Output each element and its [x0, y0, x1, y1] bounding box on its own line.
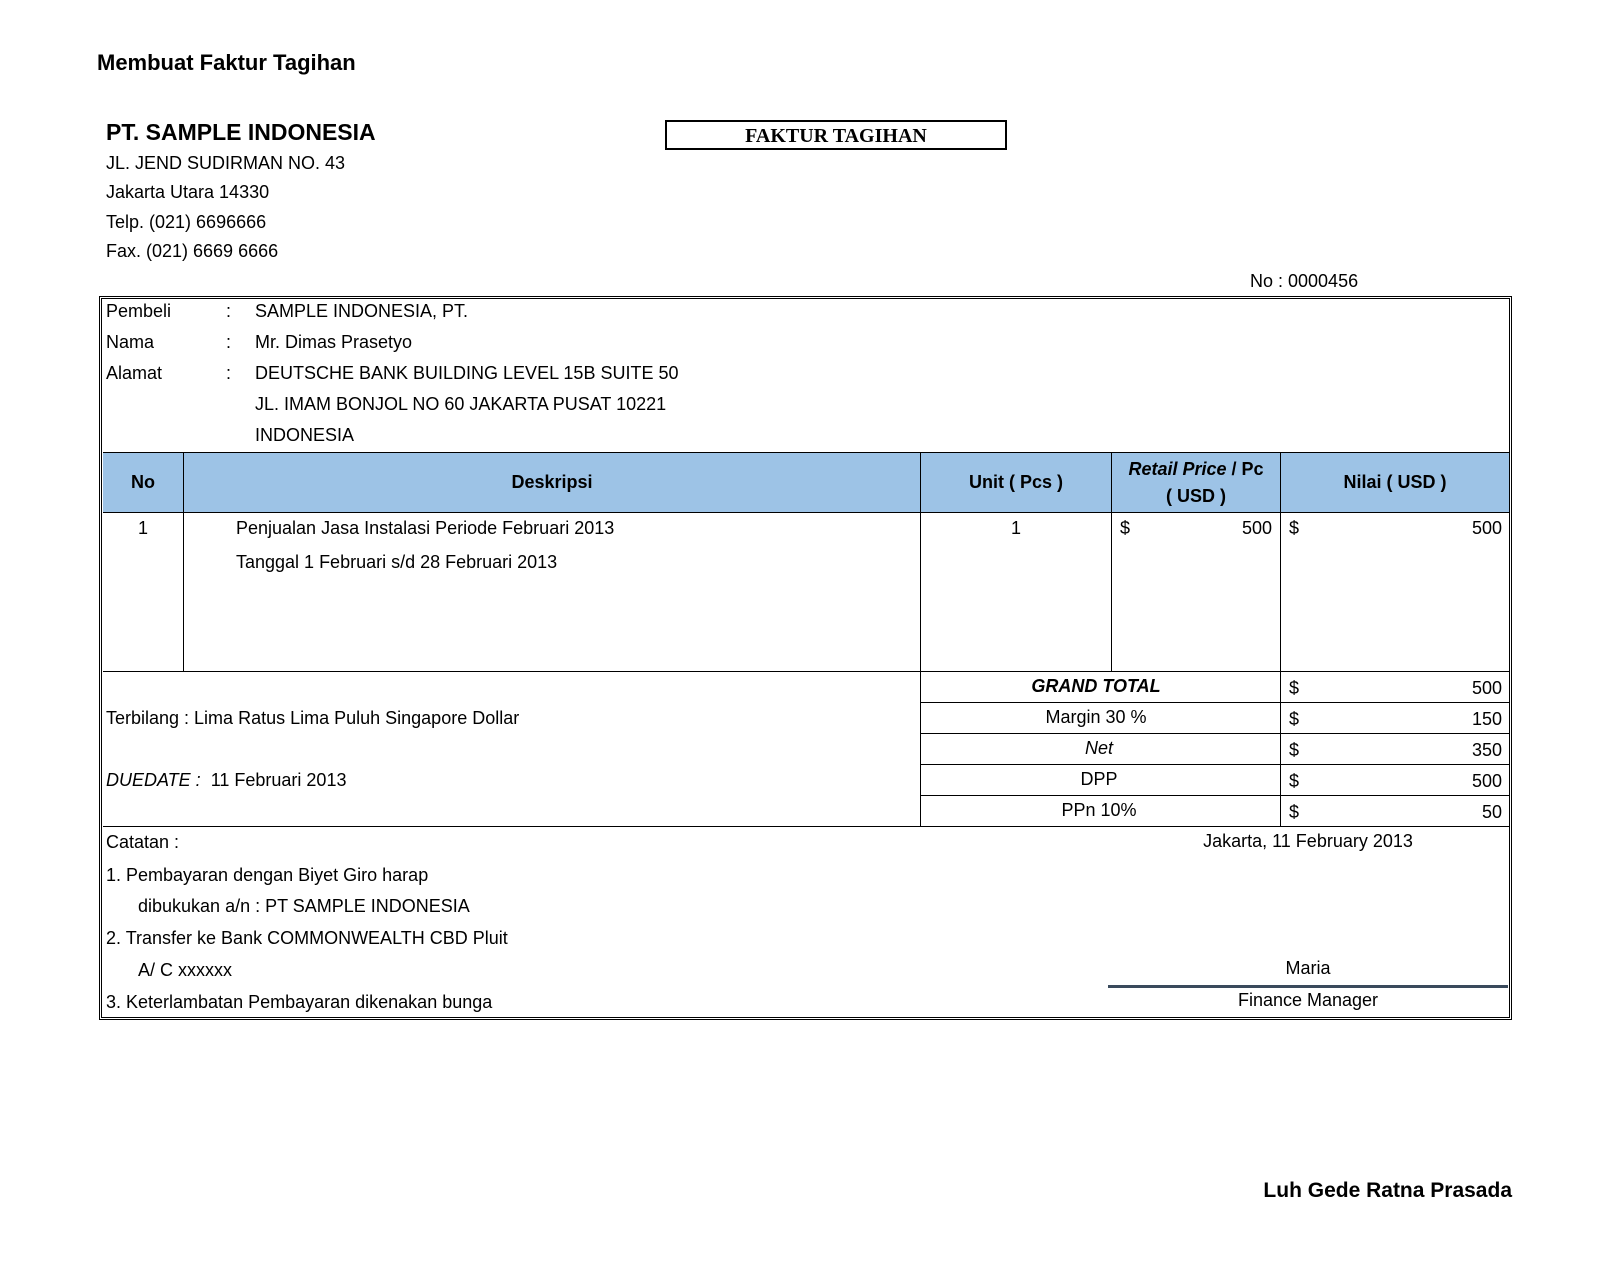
document-title: FAKTUR TAGIHAN: [665, 120, 1007, 150]
total-value-ppn: 50: [1481, 802, 1502, 822]
alamat-label: Alamat: [106, 363, 163, 383]
total-currency: $: [1289, 740, 1300, 760]
terbilang-text: Terbilang : Lima Ratus Lima Puluh Singapore Dollar: [106, 708, 520, 728]
total-value-margin: 150: [1471, 709, 1502, 729]
invoice-number: No : 0000456: [1250, 271, 1359, 291]
item-unit: 1: [1010, 518, 1021, 538]
alamat-colon: :: [226, 363, 232, 383]
pembeli-label: Pembeli: [106, 301, 172, 321]
divider: [103, 512, 1509, 513]
column-header-nilai: Nilai ( USD ): [1343, 472, 1447, 492]
item-description-line2: Tanggal 1 Februari s/d 28 Februari 2013: [236, 552, 558, 572]
retail-price-label: Retail Price: [1128, 458, 1227, 479]
alamat-line3: INDONESIA: [255, 425, 355, 445]
notes-line5: 3. Keterlambatan Pembayaran dikenakan bunga: [106, 992, 493, 1012]
divider: [921, 702, 1509, 703]
divider: [1111, 453, 1112, 672]
author-name: Luh Gede Ratna Prasada: [1263, 1179, 1512, 1202]
total-value-grand-total: 500: [1471, 678, 1502, 698]
retail-price-per-unit: / Pc: [1226, 458, 1264, 479]
total-value-dpp: 500: [1471, 771, 1502, 791]
duedate-value: 11 Februari 2013: [210, 770, 347, 790]
signatory-title: Finance Manager: [1237, 990, 1379, 1010]
signature-line: [1108, 985, 1508, 988]
signatory-name: Maria: [1285, 958, 1331, 978]
item-description-line1: Penjualan Jasa Instalasi Periode Februari 2013: [236, 518, 615, 538]
notes-line1: 1. Pembayaran dengan Biyet Giro harap: [106, 865, 429, 885]
total-currency: $: [1289, 802, 1300, 822]
notes-line4: A/ C xxxxxx: [138, 960, 233, 980]
column-header-deskripsi: Deskripsi: [511, 472, 593, 492]
alamat-line2: JL. IMAM BONJOL NO 60 JAKARTA PUSAT 10221: [255, 394, 667, 414]
pembeli-value: SAMPLE INDONESIA, PT.: [255, 301, 469, 321]
divider: [183, 453, 184, 672]
company-address-line1: JL. JEND SUDIRMAN NO. 43: [106, 153, 346, 173]
divider: [921, 795, 1509, 796]
notes-line3: 2. Transfer ke Bank COMMONWEALTH CBD Pluit: [106, 928, 508, 948]
company-phone: Telp. (021) 6696666: [106, 212, 267, 232]
alamat-line1: DEUTSCHE BANK BUILDING LEVEL 15B SUITE 50: [255, 363, 679, 383]
item-nilai: 500: [1471, 518, 1502, 538]
item-retail-currency: $: [1120, 518, 1131, 538]
divider: [921, 764, 1509, 765]
retail-price-currency: ( USD ): [1166, 485, 1226, 506]
duedate-label: DUEDATE :: [106, 770, 201, 790]
divider: [103, 826, 1509, 827]
total-label-net: Net: [1084, 738, 1113, 758]
total-currency: $: [1289, 709, 1300, 729]
duedate: [106, 770, 346, 791]
total-label-grand-total: GRAND TOTAL: [1031, 676, 1161, 696]
notes-line2: dibukukan a/n : PT SAMPLE INDONESIA: [138, 896, 470, 916]
place-date: Jakarta, 11 February 2013: [1203, 831, 1413, 851]
nama-colon: :: [226, 332, 232, 352]
total-currency: $: [1289, 678, 1300, 698]
total-label-dpp: DPP: [1080, 769, 1118, 789]
column-header-unit: Unit ( Pcs ): [968, 472, 1063, 492]
page-title: Membuat Faktur Tagihan: [97, 50, 356, 75]
total-label-margin: Margin 30 %: [1045, 707, 1147, 727]
total-currency: $: [1289, 771, 1300, 791]
pembeli-colon: :: [226, 301, 232, 321]
column-header-retail-price: [1112, 453, 1280, 512]
company-fax: Fax. (021) 6669 6666: [106, 241, 279, 261]
company-address-line2: Jakarta Utara 14330: [106, 182, 270, 202]
total-label-ppn: PPn 10%: [1061, 800, 1137, 820]
item-nilai-currency: $: [1289, 518, 1300, 538]
divider: [921, 733, 1509, 734]
total-value-net: 350: [1471, 740, 1502, 760]
notes-heading: Catatan :: [106, 832, 180, 852]
item-retail-price: 500: [1241, 518, 1272, 538]
divider: [1280, 453, 1281, 827]
column-header-no: No: [131, 472, 155, 492]
divider: [103, 671, 1509, 672]
company-name: PT. SAMPLE INDONESIA: [106, 119, 376, 145]
nama-label: Nama: [106, 332, 155, 352]
nama-value: Mr. Dimas Prasetyo: [255, 332, 413, 352]
item-no: 1: [137, 518, 148, 538]
